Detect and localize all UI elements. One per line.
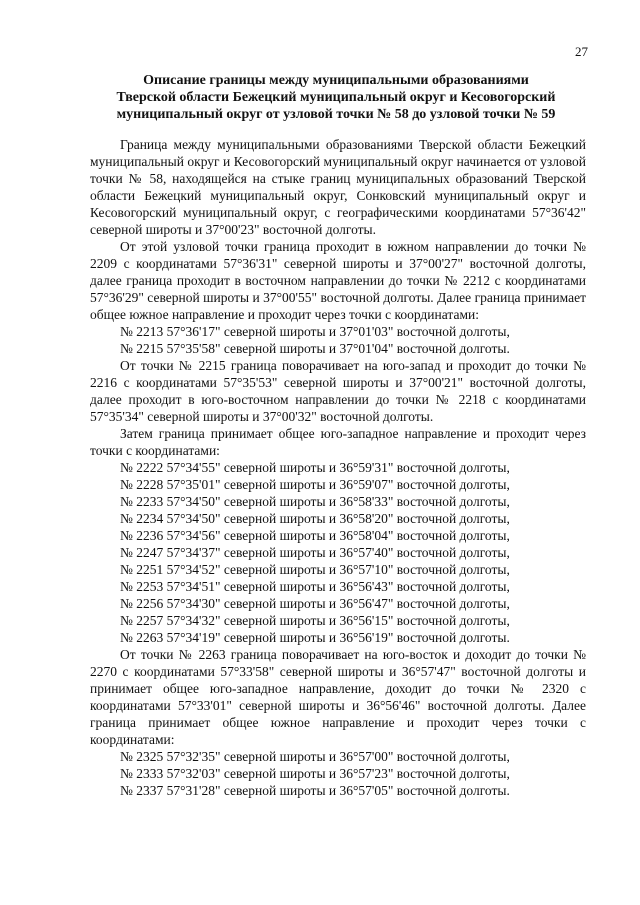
coordinate-line: № 2234 57°34'50" северной широты и 36°58'20" восточной долготы, (120, 511, 510, 526)
paragraph-southwest-direction: Затем граница принимает общее юго-западное направление и проходит через точки с координатами: (90, 426, 586, 458)
title-line: Описание границы между муниципальными образованиями (143, 73, 529, 88)
coordinate-line: № 2215 57°35'58" северной широты и 37°01'04" восточной долготы. (120, 341, 510, 356)
coordinate-line: № 2233 57°34'50" северной широты и 36°58'33" восточной долготы, (120, 494, 510, 509)
page-number: 27 (575, 44, 588, 59)
paragraph-intro: Граница между муниципальными образованиями Тверской области Бежецкий муниципальный округ и Кесовогорский муниципальный округ начинается от узловой точки № 58, находящейся на стыке границ муниципальных образований Тверской области Бежецкий муниципальный округ, Сонковский муниципальный округ и Кесовогорский муниципальный округ, с географическими координатами 57°36'42" северной широты и 37°00'23" восточной долготы. (90, 137, 586, 237)
paragraph-southeast-turn: От точки № 2263 граница поворачивает на юго-восток и доходит до точки № 2270 с координатами 57°33'58" северной широты и 36°57'47" восточной долготы и принимает общее юго-западное направление, доходит до точки № 2320 с координатами 57°33'01" северной широты и 36°56'46" восточной долготы. Далее граница принимает общее южное направление и проходит через точки с координатами: (90, 647, 586, 747)
coordinate-line: № 2253 57°34'51" северной широты и 36°56'43" восточной долготы, (120, 579, 510, 594)
coordinate-line: № 2247 57°34'37" северной широты и 36°57'40" восточной долготы, (120, 545, 510, 560)
paragraph-south-direction: От этой узловой точки граница проходит в южном направлении до точки № 2209 с координатами 57°36'31" северной широты и 37°00'27" восточной долготы, далее граница проходит в восточном направлении до точки № 2212 с координатами 57°36'29" северной широты и 37°00'55" восточной долготы. Далее граница принимает общее южное направление и проходит через точки с координатами: (90, 239, 586, 322)
document-body (90, 136, 586, 799)
coordinate-line: № 2228 57°35'01" северной широты и 36°59'07" восточной долготы, (120, 477, 510, 492)
coordinate-line: № 2251 57°34'52" северной широты и 36°57'10" восточной долготы, (120, 562, 510, 577)
coordinate-line: № 2337 57°31'28" северной широты и 36°57'05" восточной долготы. (120, 783, 510, 798)
coordinate-line: № 2325 57°32'35" северной широты и 36°57'00" восточной долготы, (120, 749, 510, 764)
title-line: Тверской области Бежецкий муниципальный округ и Кесовогорский (116, 90, 556, 105)
title-line: муниципальный округ от узловой точки № 58 до узловой точки № 59 (116, 107, 556, 122)
coordinate-line: № 2263 57°34'19" северной широты и 36°56'19" восточной долготы. (120, 630, 510, 645)
coordinate-line: № 2257 57°34'32" северной широты и 36°56'15" восточной долготы, (120, 613, 510, 628)
paragraph-southwest-turn: От точки № 2215 граница поворачивает на юго-запад и проходит до точки № 2216 с координатами 57°35'53" северной широты и 37°00'21" восточной долготы, далее проходит в юго-восточном направлении до точки № 2218 с координатами 57°35'34" северной широты и 37°00'32" восточной долготы. (90, 358, 586, 424)
coordinate-line: № 2333 57°32'03" северной широты и 36°57'23" восточной долготы, (120, 766, 510, 781)
coordinate-line: № 2222 57°34'55" северной широты и 36°59'31" восточной долготы, (120, 460, 510, 475)
coordinate-line: № 2236 57°34'56" северной широты и 36°58'04" восточной долготы, (120, 528, 510, 543)
coordinate-line: № 2213 57°36'17" северной широты и 37°01'03" восточной долготы, (120, 324, 510, 339)
document-title (96, 72, 576, 123)
coordinate-line: № 2256 57°34'30" северной широты и 36°56'47" восточной долготы, (120, 596, 510, 611)
